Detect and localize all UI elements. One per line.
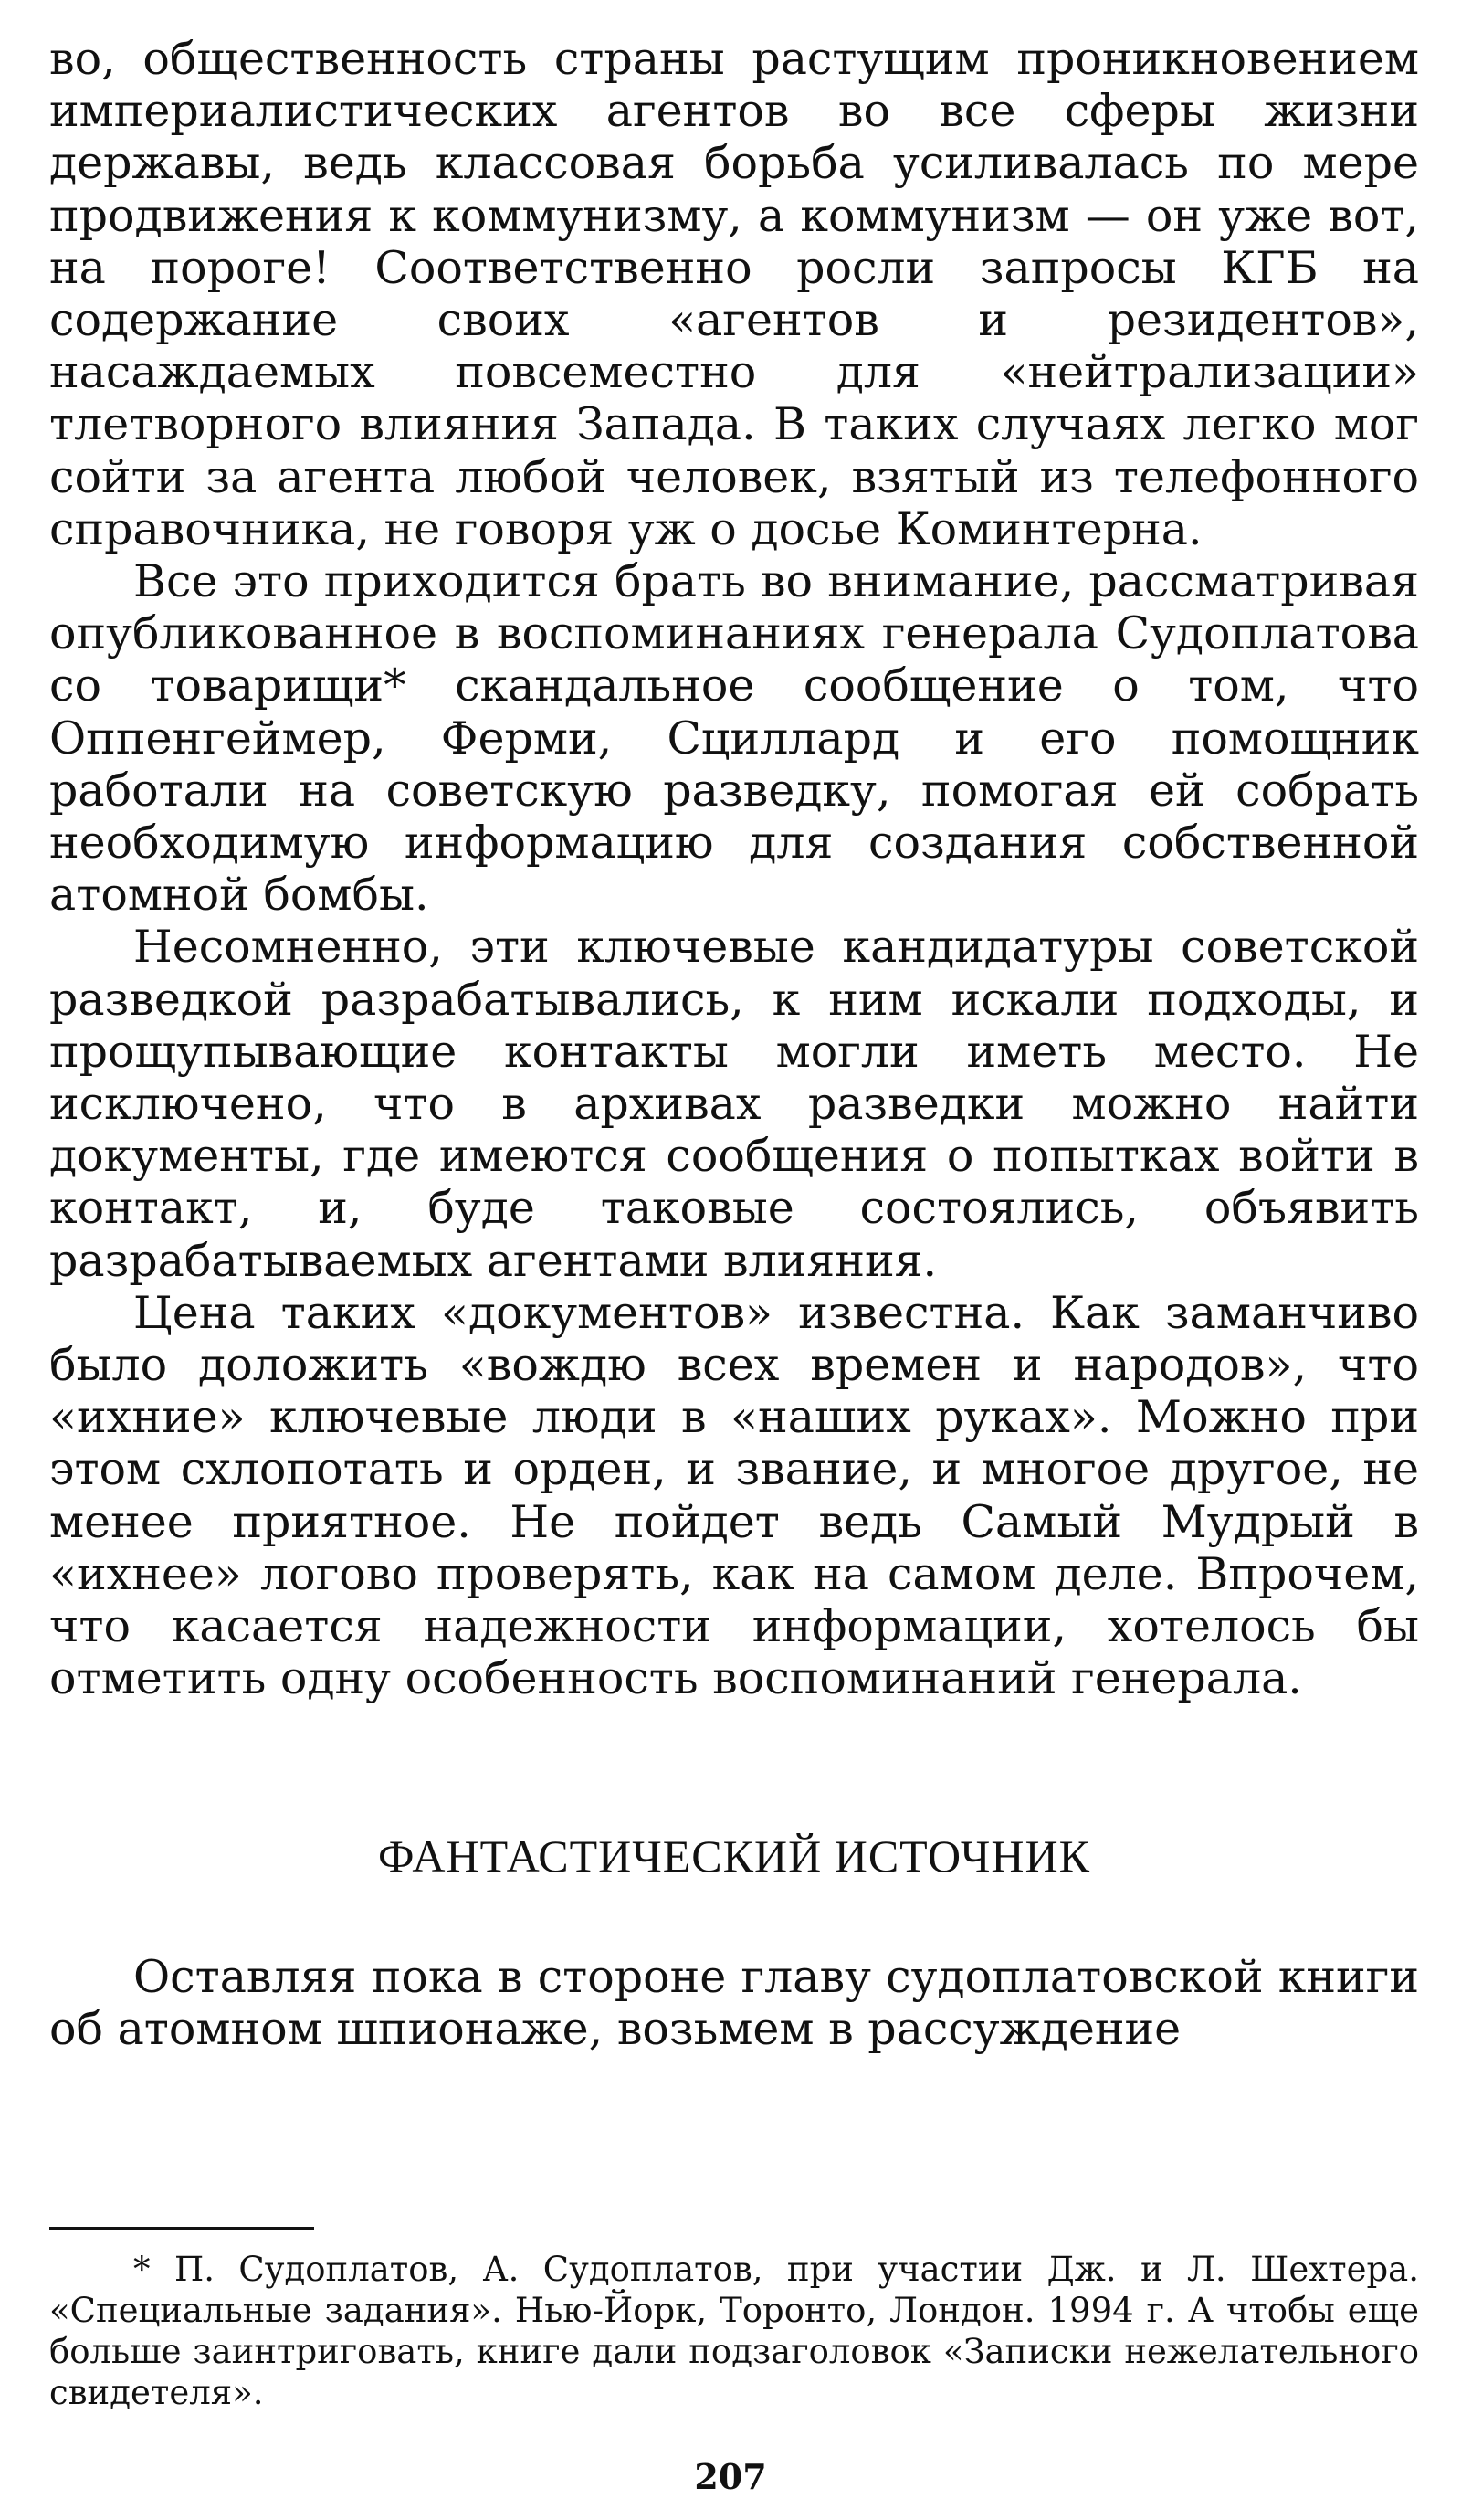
page-content (49, 33, 1419, 2055)
paragraph-2: Все это приходится брать во внимание, рассматривая опубликованное в воспоминаниях генерала Судоплатова со товарищи* скандальное сообщение о том, что Оппенгеймер, Ферми, Сциллард и его помощник работали на советскую разведку, помогая ей собрать необходимую информацию для создания собственной атомной бомбы. (49, 555, 1419, 922)
section-paragraph: Оставляя пока в стороне главу судоплатовской книги об атомном шпионаже, возьмем в рассуждение (49, 1950, 1419, 2055)
footnote-divider (49, 2227, 314, 2230)
body-text (49, 33, 1419, 1705)
page-number: 207 (694, 2456, 767, 2497)
paragraph-3: Несомненно, эти ключевые кандидатуры советской разведкой разрабатывались, к ним искали подходы, и прощупывающие контакты могли иметь место. Не исключено, что в архивах разведки можно найти документы, где имеются сообщения о попытках войти в контакт, и, буде таковые состоялись, объявить разрабатываемых агентами влияния. (49, 921, 1419, 1287)
paragraph-1: во, общественность страны растущим проникновением империалистических агентов во все сферы жизни державы, ведь классовая борьба усиливалась по мере продвижения к коммунизму, а коммунизм — он уже вот, на пороге! Соответственно росли запросы КГБ на содержание своих «агентов и резидентов», насаждаемых повсеместно для «нейтрализации» тлетворного влияния Запада. В таких случаях легко мог сойти за агента любой человек, взятый из телефонного справочника, не говоря уж о досье Коминтерна. (49, 33, 1419, 555)
section-text (49, 1951, 1419, 2055)
footnote: * П. Судоплатов, А. Судоплатов, при участии Дж. и Л. Шехтера. «Специальные задания». Нью-Йорк, Торонто, Лондон. 1994 г. А чтобы еще больше заинтриговать, книге дали подзаголовок «Записки нежелательного свидетеля». (49, 2250, 1419, 2412)
paragraph-4: Цена таких «документов» известна. Как заманчиво было доложить «вождю всех времен и народов», что «ихние» ключевые люди в «наших руках». Можно при этом схлопотать и орден, и звание, и многое другое, не менее приятное. Не пойдет ведь Самый Мудрый в «ихнее» логово проверять, как на самом деле. Впрочем, что касается надежности информации, хотелось бы отметить одну особенность воспоминаний генерала. (49, 1286, 1419, 1705)
section-heading: ФАНТАСТИЧЕСКИЙ ИСТОЧНИК (378, 1829, 1090, 1882)
